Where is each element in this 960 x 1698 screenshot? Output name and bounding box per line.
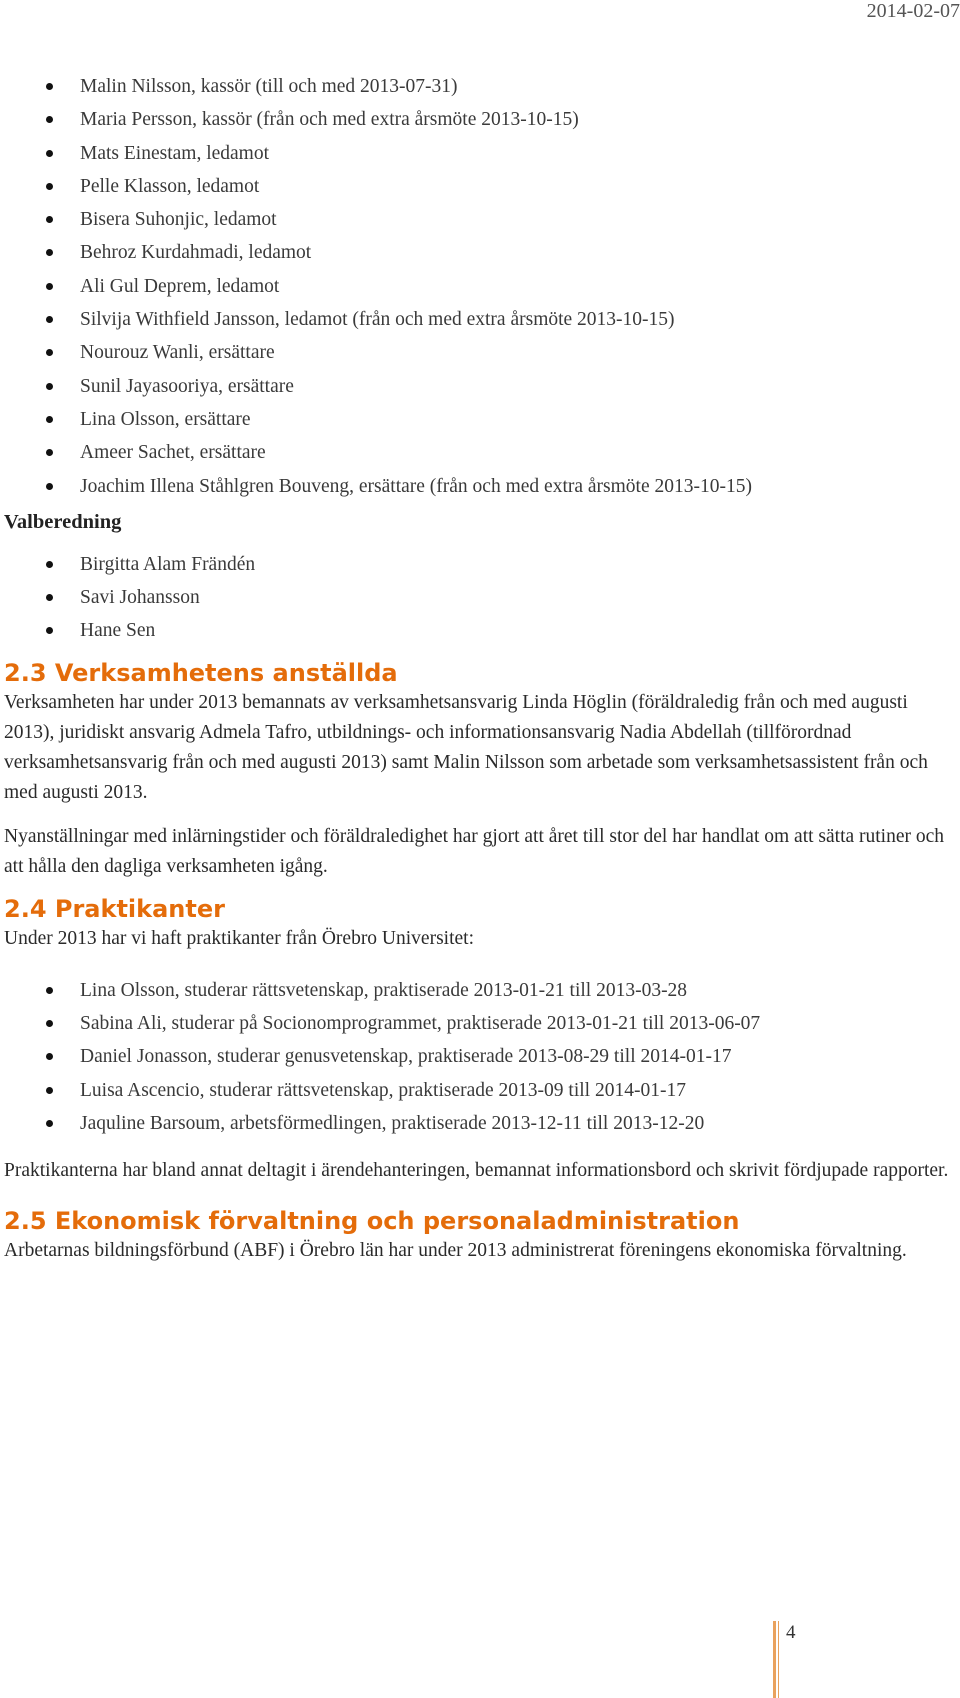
list-item: Savi Johansson [4, 581, 956, 614]
document-body [4, 70, 956, 1266]
list-item: Joachim Illena Ståhlgren Bouveng, ersättare (från och med extra årsmöte 2013-10-15) [4, 470, 956, 503]
list-item: Daniel Jonasson, studerar genusvetenskap, praktiserade 2013-08-29 till 2014-01-17 [4, 1040, 956, 1073]
list-item: Behroz Kurdahmadi, ledamot [4, 236, 956, 269]
page-number-bar-thin [778, 1621, 779, 1698]
list-item: Bisera Suhonjic, ledamot [4, 203, 956, 236]
section-heading-2-5: 2.5 Ekonomisk förvaltning och personaladministration [4, 1207, 740, 1236]
valberedning-heading: Valberedning [4, 510, 122, 533]
list-item: Malin Nilsson, kassör (till och med 2013-07-31) [4, 70, 956, 103]
list-item: Lina Olsson, studerar rättsvetenskap, praktiserade 2013-01-21 till 2013-03-28 [4, 974, 956, 1007]
list-item: Birgitta Alam Frändén [4, 548, 956, 581]
list-item: Silvija Withfield Jansson, ledamot (från och med extra årsmöte 2013-10-15) [4, 303, 956, 336]
header-date: 2014-02-07 [866, 0, 960, 22]
section-2-4-outro: Praktikanterna har bland annat deltagit i ärendehanteringen, bemannat informationsbord och skrivit fördjupade rapporter. [4, 1160, 949, 1182]
section-2-4-intro: Under 2013 har vi haft praktikanter från Örebro Universitet: [4, 927, 474, 949]
page-number: 4 [786, 1622, 796, 1643]
list-item: Jaquline Barsoum, arbetsförmedlingen, praktiserade 2013-12-11 till 2013-12-20 [4, 1107, 956, 1140]
section-2-3-paragraph-1: Verksamheten har under 2013 bemannats av verksamhetsansvarig Linda Höglin (föräldraledig från och med augusti 2013), juridiskt ansvarig Admela Tafro, utbildnings- och informationsansvarig Nadia Abdellah (tillförordnad verksamhetsansvarig från och med augusti 2013) samt Malin Nilsson som arbetade som verksamhetsassistent från och med augusti 2013. [4, 691, 928, 803]
list-item: Luisa Ascencio, studerar rättsvetenskap, praktiserade 2013-09 till 2014-01-17 [4, 1074, 956, 1107]
section-2-3-paragraph-2: Nyanställningar med inlärningstider och föräldraledighet har gjort att året till stor del har handlat om att sätta rutiner och att hålla den dagliga verksamheten igång. [4, 825, 945, 877]
intern-list [4, 974, 956, 1140]
list-item: Nourouz Wanli, ersättare [4, 336, 956, 369]
section-heading-2-3: 2.3 Verksamhetens anställda [4, 658, 398, 687]
list-item: Sunil Jayasooriya, ersättare [4, 370, 956, 403]
list-item: Hane Sen [4, 614, 956, 647]
list-item: Ameer Sachet, ersättare [4, 436, 956, 469]
list-item: Pelle Klasson, ledamot [4, 170, 956, 203]
section-heading-2-4: 2.4 Praktikanter [4, 894, 225, 923]
section-2-5-paragraph: Arbetarnas bildningsförbund (ABF) i Örebro län har under 2013 administrerat föreningens ekonomiska förvaltning. [4, 1240, 907, 1262]
valberedning-list [4, 548, 956, 648]
list-item: Mats Einestam, ledamot [4, 137, 956, 170]
list-item: Maria Persson, kassör (från och med extra årsmöte 2013-10-15) [4, 103, 956, 136]
list-item: Lina Olsson, ersättare [4, 403, 956, 436]
list-item: Ali Gul Deprem, ledamot [4, 270, 956, 303]
board-member-list [4, 70, 956, 503]
page-number-bar [773, 1621, 776, 1698]
list-item: Sabina Ali, studerar på Socionomprogrammet, praktiserade 2013-01-21 till 2013-06-07 [4, 1007, 956, 1040]
